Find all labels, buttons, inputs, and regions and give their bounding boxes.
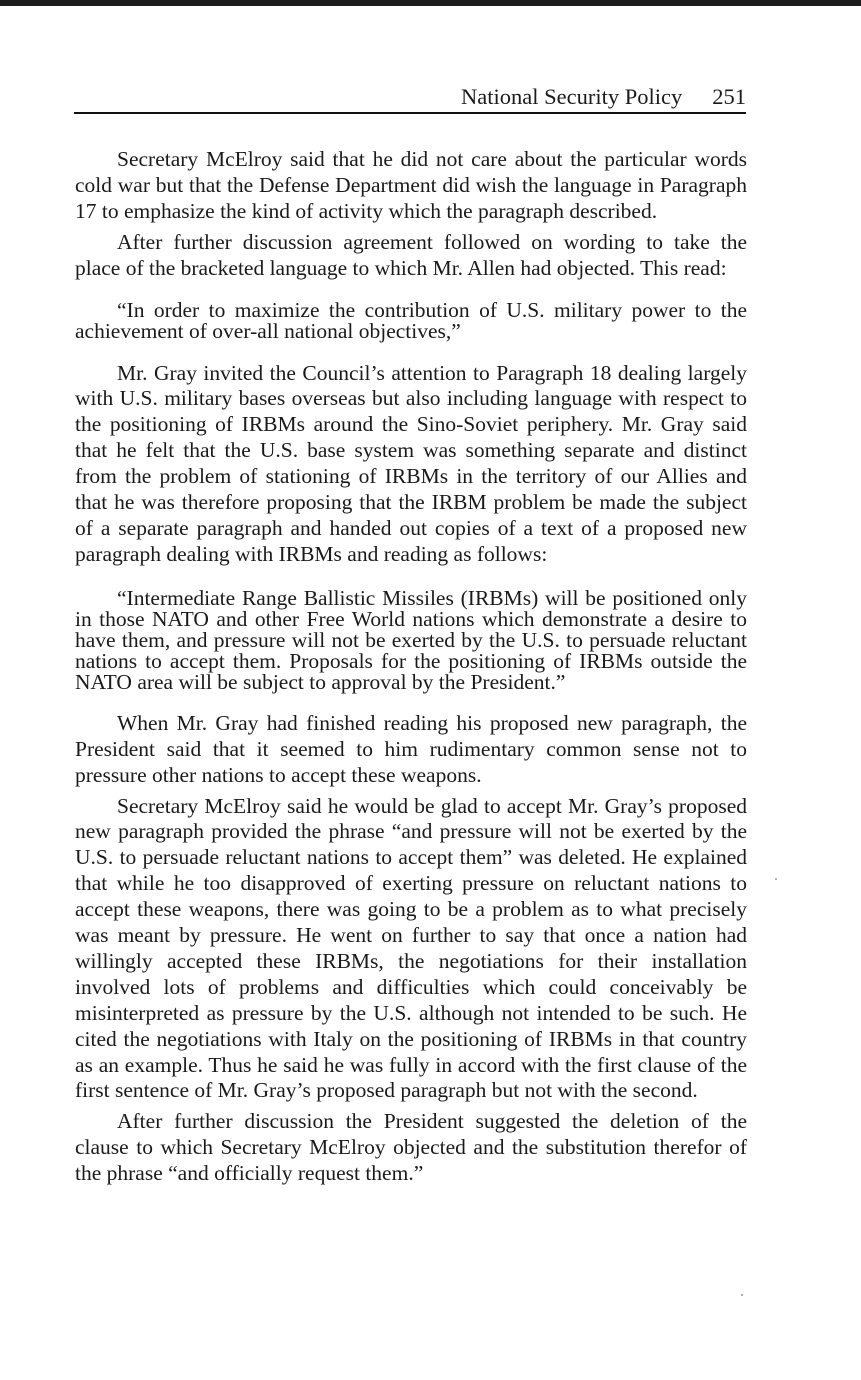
paragraph-gray-irbm: Mr. Gray invited the Council’s attention to Paragraph 18 dealing largely with U.S. military bases overseas but also including language with respect to the positioning of IRBMs around the Sino-Soviet periphery. Mr. Gray said that he felt that the U.S. base system was something separate and distinct from the problem of stationing of IRBMs in the territory of our Allies and that he was therefore proposing that the IRBM problem be made the subject of a separate paragraph and handed out copies of a text of a proposed new paragraph dealing with IRBMs and reading as follows: [75,360,747,566]
paragraph-mcelroy-pressure: Secretary McElroy said he would be glad to accept Mr. Gray’s proposed new paragraph provided the phrase “and pressure will not be exerted by the U.S. to persuade reluctant nations to accept them” was deleted. He explained that while he too disapproved of exerting pressure on reluctant nations to accept these weapons, there was going to be a problem as to what precisely was meant by pressure. He went on further to say that once a nation had willingly accepted these IRBMs, the negotiations for their installation involved lots of problems and difficulties which could conceivably be misinterpreted as pressure by the U.S. although not intended to be such. He cited the negotiations with Italy on the positioning of IRBMs in that country as an example. Thus he said he was fully in accord with the first clause of the first sentence of Mr. Gray’s proposed paragraph but not with the second. [75,793,747,1103]
running-header [74,82,746,112]
scan-speck [741,1294,743,1296]
page-body [75,147,747,1187]
paragraph-deletion-suggested: After further discussion the President suggested the deletion of the clause to which Secretary McElroy objected and the substitution therefor of the phrase “and officially request them.” [75,1109,747,1186]
scan-speck [775,878,777,880]
running-title: National Security Policy [461,84,683,109]
page-number: 251 [712,84,746,109]
header-rule [74,112,746,114]
quote-military-power: “In order to maximize the contribution of U.S. military power to the achievement of over-all national objectives,” [75,297,747,344]
quote-irbm-proposal: “Intermediate Range Ballistic Missiles (IRBMs) will be positioned only in those NATO and other Free World nations which demonstrate a desire to have them, and pressure will not be exerted by the U.S. to persuade reluctant nations to accept them. Proposals for the positioning of IRBMs outside the NATO area will be subject to approval by the President.” [75,585,747,694]
paragraph-bracketed-language: After further discussion agreement followed on wording to take the place of the bracketed language to which Mr. Allen had objected. This read: [75,229,747,280]
paragraph-mcelroy-cold-war: Secretary McElroy said that he did not care about the particular words cold war but that the Defense Department did wish the language in Paragraph 17 to emphasize the kind of activity which the paragraph described. [75,147,747,223]
paragraph-president-common-sense: When Mr. Gray had finished reading his proposed new paragraph, the President said that it seemed to him rudimentary common sense not to pressure other nations to accept these weapons. [75,710,747,787]
scan-top-edge [0,0,861,6]
